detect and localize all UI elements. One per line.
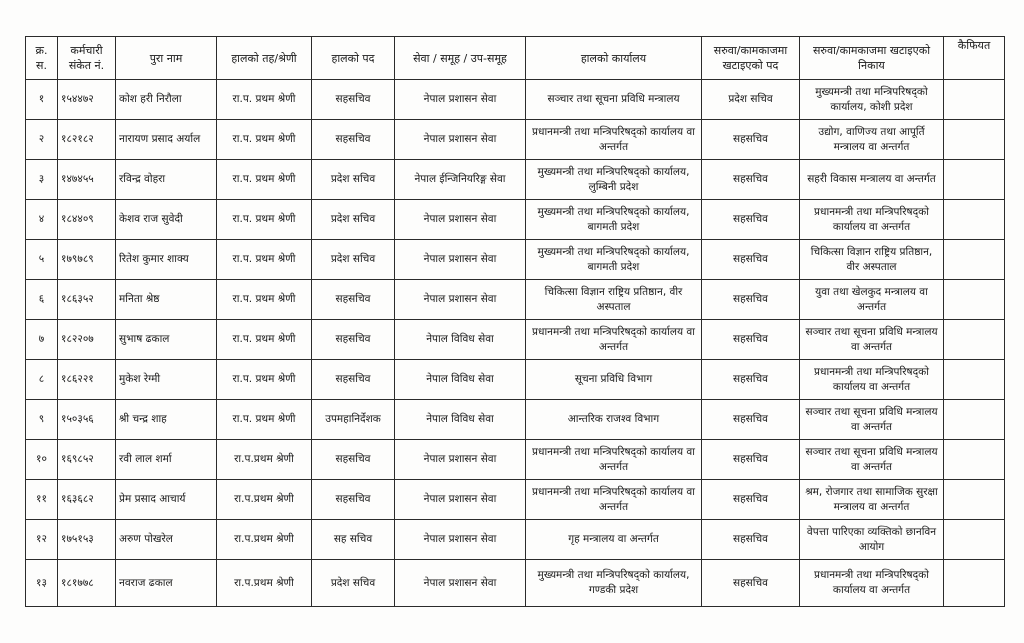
cell-remarks [944, 120, 1005, 160]
cell-current-office: सञ्चार तथा सूचना प्रविधि मन्त्रालय [526, 80, 702, 120]
header-current-level: हालको तह/श्रेणी [217, 37, 312, 80]
cell-sn: १३ [26, 560, 58, 607]
cell-employee-code: १८२१८२ [58, 120, 116, 160]
cell-service-group: नेपाल विविध सेवा [395, 360, 526, 400]
cell-assigned-post: सहसचिव [702, 440, 800, 480]
cell-employee-code: १५४४७२ [58, 80, 116, 120]
cell-current-level: रा.प. प्रथम श्रेणी [217, 160, 312, 200]
cell-employee-code: १८१७७८ [58, 560, 116, 607]
cell-assigned-post: सहसचिव [702, 400, 800, 440]
cell-remarks [944, 360, 1005, 400]
cell-current-office: प्रधानमन्त्री तथा मन्त्रिपरिषद्को कार्यालय वा अन्तर्गत [526, 480, 702, 520]
cell-current-office: प्रधानमन्त्री तथा मन्त्रिपरिषद्को कार्यालय वा अन्तर्गत [526, 440, 702, 480]
cell-service-group: नेपाल प्रशासन सेवा [395, 520, 526, 560]
cell-remarks [944, 200, 1005, 240]
cell-assigned-body: प्रधानमन्त्री तथा मन्त्रिपरिषद्को कार्यालय वा अन्तर्गत [800, 200, 944, 240]
cell-current-office: मुख्यमन्त्री तथा मन्त्रिपरिषद्को कार्यालय, लुम्बिनी प्रदेश [526, 160, 702, 200]
cell-current-post: सहसचिव [312, 360, 395, 400]
cell-full-name: श्री चन्द्र शाह [116, 400, 217, 440]
table-row [26, 400, 1005, 440]
cell-remarks [944, 240, 1005, 280]
cell-assigned-post: सहसचिव [702, 320, 800, 360]
cell-service-group: नेपाल प्रशासन सेवा [395, 240, 526, 280]
cell-employee-code: १४७४५५ [58, 160, 116, 200]
cell-assigned-post: सहसचिव [702, 360, 800, 400]
cell-sn: १० [26, 440, 58, 480]
cell-service-group: नेपाल विविध सेवा [395, 320, 526, 360]
cell-current-post: सह सचिव [312, 520, 395, 560]
table-row [26, 560, 1005, 607]
cell-sn: ७ [26, 320, 58, 360]
cell-service-group: नेपाल प्रशासन सेवा [395, 80, 526, 120]
cell-current-level: रा.प. प्रथम श्रेणी [217, 280, 312, 320]
table-row [26, 200, 1005, 240]
cell-full-name: नवराज ढकाल [116, 560, 217, 607]
header-assigned-post: सरुवा/कामकाजमा खटाइएको पद [702, 37, 800, 80]
cell-current-post: सहसचिव [312, 280, 395, 320]
cell-employee-code: १६३६८२ [58, 480, 116, 520]
cell-employee-code: १८६२२१ [58, 360, 116, 400]
cell-current-level: रा.प. प्रथम श्रेणी [217, 200, 312, 240]
cell-current-office: गृह मन्त्रालय वा अन्तर्गत [526, 520, 702, 560]
cell-assigned-body: सञ्चार तथा सूचना प्रविधि मन्त्रालय वा अन्तर्गत [800, 400, 944, 440]
cell-current-post: प्रदेश सचिव [312, 160, 395, 200]
table-row [26, 520, 1005, 560]
cell-current-office: मुख्यमन्त्री तथा मन्त्रिपरिषद्को कार्यालय, बागमती प्रदेश [526, 240, 702, 280]
cell-current-post: सहसचिव [312, 320, 395, 360]
cell-full-name: अरुण पोखरेल [116, 520, 217, 560]
cell-current-post: उपमहानिर्देशक [312, 400, 395, 440]
cell-sn: ९ [26, 400, 58, 440]
cell-remarks [944, 160, 1005, 200]
cell-current-office: प्रधानमन्त्री तथा मन्त्रिपरिषद्को कार्यालय वा अन्तर्गत [526, 120, 702, 160]
cell-current-level: रा.प. प्रथम श्रेणी [217, 320, 312, 360]
cell-service-group: नेपाल विविध सेवा [395, 400, 526, 440]
cell-employee-code: १७९७८९ [58, 240, 116, 280]
cell-service-group: नेपाल प्रशासन सेवा [395, 200, 526, 240]
cell-remarks [944, 400, 1005, 440]
cell-current-office: सूचना प्रविधि विभाग [526, 360, 702, 400]
cell-assigned-post: सहसचिव [702, 240, 800, 280]
cell-remarks [944, 320, 1005, 360]
table-row [26, 280, 1005, 320]
cell-assigned-post: सहसचिव [702, 560, 800, 607]
cell-sn: ६ [26, 280, 58, 320]
cell-full-name: रविन्द्र वोहरा [116, 160, 217, 200]
cell-assigned-body: श्रम, रोजगार तथा सामाजिक सुरक्षा मन्त्रालय वा अन्तर्गत [800, 480, 944, 520]
cell-assigned-body: सहरी विकास मन्त्रालय वा अन्तर्गत [800, 160, 944, 200]
table-header-row [26, 37, 1005, 80]
cell-current-office: प्रधानमन्त्री तथा मन्त्रिपरिषद्को कार्यालय वा अन्तर्गत [526, 320, 702, 360]
cell-current-post: सहसचिव [312, 80, 395, 120]
cell-assigned-body: उद्योग, वाणिज्य तथा आपूर्ति मन्त्रालय वा अन्तर्गत [800, 120, 944, 160]
table-row [26, 440, 1005, 480]
transfer-table [25, 36, 1005, 607]
cell-employee-code: १८६३५२ [58, 280, 116, 320]
header-assigned-body: सरुवा/कामकाजमा खटाइएको निकाय [800, 37, 944, 80]
cell-sn: ८ [26, 360, 58, 400]
cell-full-name: सुभाष ढकाल [116, 320, 217, 360]
cell-current-level: रा.प. प्रथम श्रेणी [217, 240, 312, 280]
cell-current-office: मुख्यमन्त्री तथा मन्त्रिपरिषद्को कार्यालय, गण्डकी प्रदेश [526, 560, 702, 607]
cell-assigned-body: चिकित्सा विज्ञान राष्ट्रिय प्रतिष्ठान, वीर अस्पताल [800, 240, 944, 280]
cell-full-name: नारायण प्रसाद अर्याल [116, 120, 217, 160]
table-row [26, 240, 1005, 280]
cell-assigned-body: मुख्यमन्त्री तथा मन्त्रिपरिषद्को कार्यालय, कोशी प्रदेश [800, 80, 944, 120]
cell-remarks [944, 280, 1005, 320]
table-row [26, 360, 1005, 400]
cell-current-post: प्रदेश सचिव [312, 560, 395, 607]
header-current-post: हालको पद [312, 37, 395, 80]
cell-sn: ३ [26, 160, 58, 200]
cell-full-name: केशव राज सुवेदी [116, 200, 217, 240]
cell-assigned-post: सहसचिव [702, 480, 800, 520]
cell-current-post: प्रदेश सचिव [312, 240, 395, 280]
cell-sn: ५ [26, 240, 58, 280]
cell-assigned-post: सहसचिव [702, 200, 800, 240]
cell-assigned-post: सहसचिव [702, 280, 800, 320]
cell-service-group: नेपाल प्रशासन सेवा [395, 120, 526, 160]
cell-assigned-post: प्रदेश सचिव [702, 80, 800, 120]
cell-full-name: रवी लाल शर्मा [116, 440, 217, 480]
cell-service-group: नेपाल ईन्जिनियरिङ्ग सेवा [395, 160, 526, 200]
cell-assigned-body: प्रधानमन्त्री तथा मन्त्रिपरिषद्को कार्यालय वा अन्तर्गत [800, 560, 944, 607]
cell-full-name: प्रेम प्रसाद आचार्य [116, 480, 217, 520]
table-row [26, 80, 1005, 120]
cell-current-level: रा.प. प्रथम श्रेणी [217, 120, 312, 160]
cell-service-group: नेपाल प्रशासन सेवा [395, 440, 526, 480]
cell-assigned-body: सञ्चार तथा सूचना प्रविधि मन्त्रालय वा अन्तर्गत [800, 320, 944, 360]
table-row [26, 120, 1005, 160]
table-row [26, 480, 1005, 520]
header-employee-code: कर्मचारी संकेत नं. [58, 37, 116, 80]
cell-sn: १२ [26, 520, 58, 560]
cell-current-post: सहसचिव [312, 440, 395, 480]
table-row [26, 160, 1005, 200]
cell-employee-code: १६९८५२ [58, 440, 116, 480]
cell-current-level: रा.प. प्रथम श्रेणी [217, 360, 312, 400]
cell-assigned-body: युवा तथा खेलकुद मन्त्रालय वा अन्तर्गत [800, 280, 944, 320]
cell-current-post: सहसचिव [312, 480, 395, 520]
cell-current-level: रा.प. प्रथम श्रेणी [217, 400, 312, 440]
cell-service-group: नेपाल प्रशासन सेवा [395, 280, 526, 320]
cell-assigned-body: सञ्चार तथा सूचना प्रविधि मन्त्रालय वा अन्तर्गत [800, 440, 944, 480]
cell-employee-code: १७५१५३ [58, 520, 116, 560]
cell-assigned-body: प्रधानमन्त्री तथा मन्त्रिपरिषद्को कार्यालय वा अन्तर्गत [800, 360, 944, 400]
cell-remarks [944, 440, 1005, 480]
table-row [26, 320, 1005, 360]
cell-current-office: मुख्यमन्त्री तथा मन्त्रिपरिषद्को कार्यालय, बागमती प्रदेश [526, 200, 702, 240]
cell-full-name: रितेश कुमार शाक्य [116, 240, 217, 280]
cell-current-office: चिकित्सा विज्ञान राष्ट्रिय प्रतिष्ठान, वीर अस्पताल [526, 280, 702, 320]
cell-current-post: प्रदेश सचिव [312, 200, 395, 240]
cell-remarks [944, 480, 1005, 520]
cell-full-name: मनिता श्रेष्ठ [116, 280, 217, 320]
cell-sn: १ [26, 80, 58, 120]
cell-remarks [944, 80, 1005, 120]
cell-current-level: रा.प.प्रथम श्रेणी [217, 440, 312, 480]
cell-sn: ४ [26, 200, 58, 240]
cell-remarks [944, 520, 1005, 560]
cell-current-office: आन्तरिक राजश्व विभाग [526, 400, 702, 440]
cell-sn: ११ [26, 480, 58, 520]
cell-remarks [944, 560, 1005, 607]
header-full-name: पुरा नाम [116, 37, 217, 80]
header-remarks: कैफियत [944, 37, 1005, 80]
cell-service-group: नेपाल प्रशासन सेवा [395, 560, 526, 607]
cell-assigned-post: सहसचिव [702, 160, 800, 200]
cell-current-level: रा.प.प्रथम श्रेणी [217, 560, 312, 607]
cell-assigned-body: वेपत्ता पारिएका व्यक्तिको छानविन आयोग [800, 520, 944, 560]
header-sn: क्र. स. [26, 37, 58, 80]
header-service-group: सेवा / समूह / उप-समूह [395, 37, 526, 80]
cell-employee-code: १५०३५६ [58, 400, 116, 440]
cell-employee-code: १८४४०९ [58, 200, 116, 240]
cell-service-group: नेपाल प्रशासन सेवा [395, 480, 526, 520]
cell-assigned-post: सहसचिव [702, 520, 800, 560]
cell-current-level: रा.प. प्रथम श्रेणी [217, 80, 312, 120]
cell-sn: २ [26, 120, 58, 160]
cell-current-level: रा.प.प्रथम श्रेणी [217, 480, 312, 520]
cell-full-name: कोश हरी निरौला [116, 80, 217, 120]
cell-current-post: सहसचिव [312, 120, 395, 160]
cell-employee-code: १८२२०७ [58, 320, 116, 360]
cell-assigned-post: सहसचिव [702, 120, 800, 160]
cell-current-level: रा.प.प्रथम श्रेणी [217, 520, 312, 560]
cell-full-name: मुकेश रेग्मी [116, 360, 217, 400]
header-current-office: हालको कार्यालय [526, 37, 702, 80]
